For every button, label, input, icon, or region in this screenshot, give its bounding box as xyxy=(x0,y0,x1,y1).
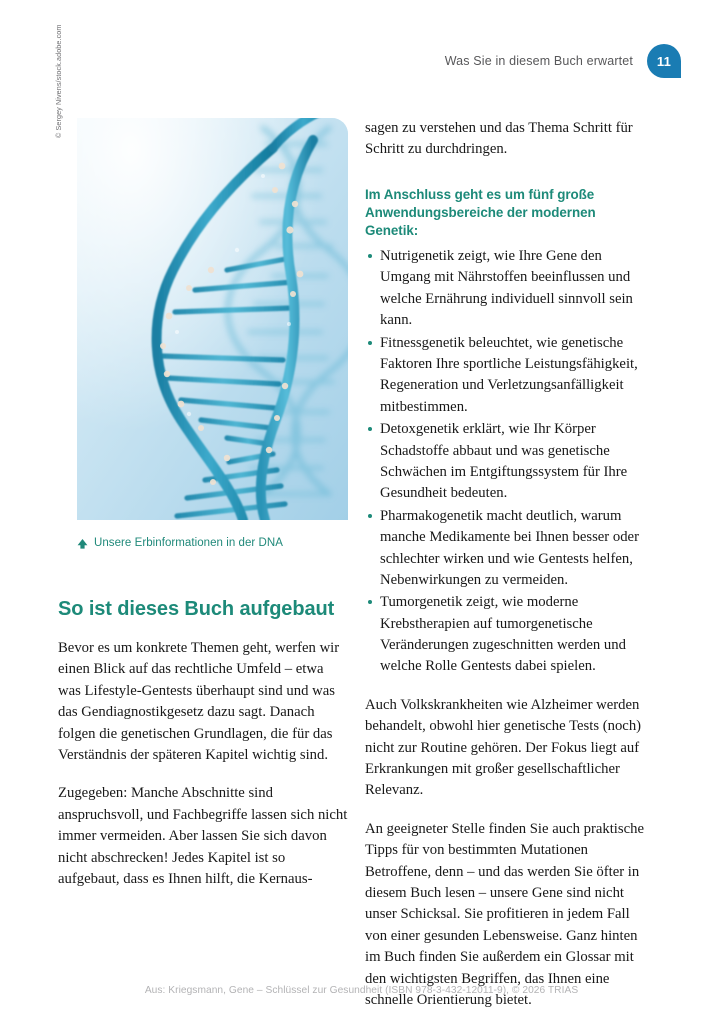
right-column xyxy=(365,118,650,1011)
page-number-badge: 11 xyxy=(647,44,681,78)
left-paragraph-1: Bevor es um konkrete Themen geht, werfen wir einen Blick auf das rechtliche Umfeld – etwa was Lifestyle-Gentests überhaupt sind und was das Gendiagnostikgesetz dazu sagt. Danach folgen die genetischen Grundlagen, die für das Verständnis der späteren Kapitel wichtig sind. xyxy=(58,640,340,763)
dna-helix-illustration xyxy=(77,118,348,520)
list-item: Pharmakogenetik macht deutlich, warum manche Medikamente bei Ihnen besser oder schlechter wirken und wie Gentests helfen, Nebenwirkungen zu vermeiden. xyxy=(365,506,650,592)
list-item: Fitnessgenetik beleuchtet, wie genetische Faktoren Ihre sportliche Leistungsfähigkeit, Regeneration und Verletzungsanfälligkeit mitbestimmen. xyxy=(365,333,650,419)
list-item: Tumorgenetik zeigt, wie moderne Krebstherapien auf tumorgenetische Veränderungen zugeschnitten werden und welche Rolle Gentests dabei spielen. xyxy=(365,592,650,678)
left-column xyxy=(54,24,348,890)
figure-credit: © Sergey Nivens/stock.adobe.com xyxy=(54,24,63,138)
figure-dna xyxy=(54,24,348,520)
up-arrow-icon xyxy=(77,538,88,550)
running-head-title: Was Sie in diesem Buch erwartet xyxy=(444,54,633,68)
figure-caption xyxy=(58,537,348,550)
footer-source-line: Aus: Kriegsmann, Gene – Schlüssel zur Gesundheit (ISBN 978-3-432-12011-9), © 2026 TRIAS xyxy=(144,985,579,996)
section-heading: So ist dieses Buch aufgebaut xyxy=(58,598,335,620)
figure-caption-text: Unsere Erbinformationen in der DNA xyxy=(94,537,283,549)
right-paragraph-2: An geeigneter Stelle finden Sie auch praktische Tipps für von bestimmten Mutationen Betroffene, denn – und das werden Sie öfter in diesem Buch lesen – unsere Gene sind nicht unser Schicksal. Sie profitieren in jedem Fall von einer gesunden Lebensweise. Ganz hinten im Buch finden Sie außerdem ein Glossar mit den wichtigsten Begriffen, das Ihnen eine schnelle Orientierung bietet. xyxy=(365,820,644,1008)
right-paragraph-1: Auch Volkskrankheiten wie Alzheimer werden behandelt, obwohl hier genetische Tests (noch) nicht zur Routine gehören. Der Fokus liegt auf Erkrankungen mit großer gesellschaftlicher Relevanz. xyxy=(365,696,642,799)
dna-helix-image xyxy=(77,118,348,520)
figure-credit-wrap xyxy=(54,24,74,290)
list-item: Nutrigenetik zeigt, wie Ihre Gene den Umgang mit Nährstoffen beeinflussen und welche Ernährung individuell sinnvoll sein kann. xyxy=(365,246,650,332)
right-continuation-paragraph: sagen zu verstehen und das Thema Schritt für Schritt zu durchdringen. xyxy=(365,120,633,158)
left-paragraph-2: Zugegeben: Manche Abschnitte sind anspruchsvoll, und Fachbegriffe lassen sich nicht immer vermeiden. Aber lassen Sie sich davon nicht abschrecken! Jedes Kapitel ist so aufgebaut, dass es Ihnen hilft, die Kernaus- xyxy=(58,785,348,887)
list-item: Detoxgenetik erklärt, wie Ihr Körper Schadstoffe abbaut und was genetische Schwächen im Entgiftungssystem für Ihre Gesundheit bedeuten. xyxy=(365,419,650,505)
running-head xyxy=(445,44,681,78)
lead-in-text: Im Anschluss geht es um fünf große Anwendungsbereiche der modernen Genetik: xyxy=(365,186,596,238)
application-areas-list xyxy=(365,246,650,678)
